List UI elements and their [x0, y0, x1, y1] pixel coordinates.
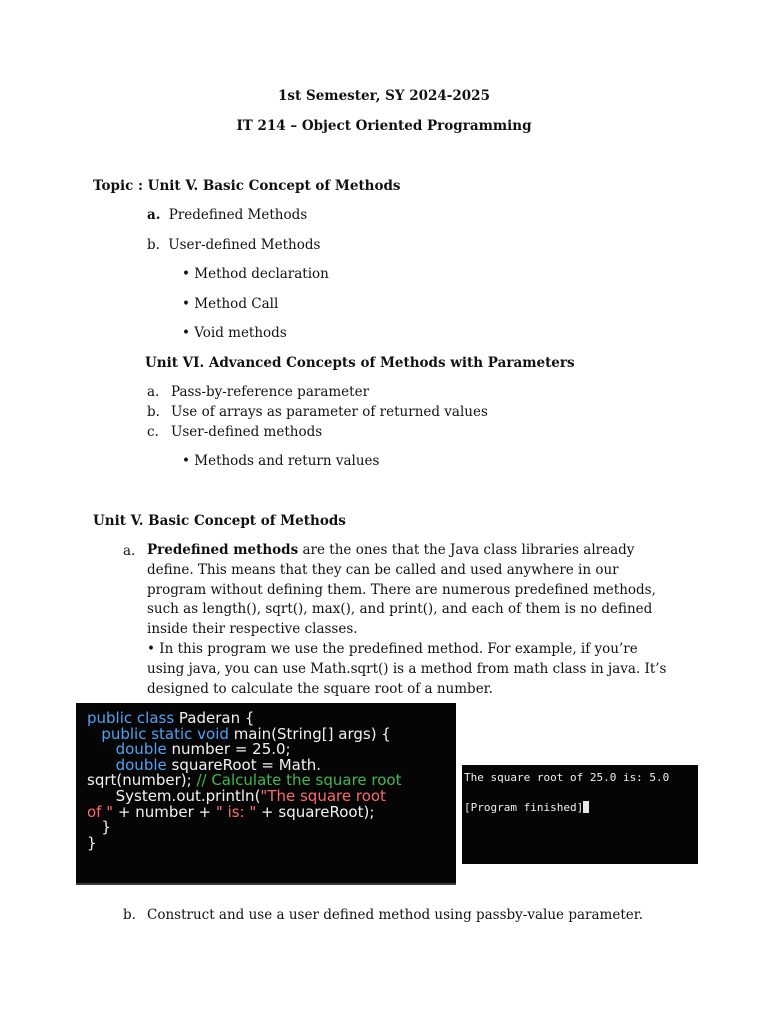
- code-text: number = 25.0;: [166, 740, 291, 759]
- output-text: [Program finished]: [464, 801, 584, 814]
- code-line: [87, 820, 456, 836]
- section-title: Unit V. Basic Concept of Methods: [93, 513, 346, 529]
- list-marker: a.: [147, 207, 161, 223]
- code-text: + number +: [113, 802, 216, 821]
- topic-item-a: [147, 206, 307, 224]
- unit6-item-b: [147, 403, 488, 421]
- code-comment: // Calculate the square root: [196, 771, 402, 790]
- semester-heading: 1st Semester, SY 2024-2025: [278, 88, 490, 104]
- code-text: + squareRoot);: [256, 802, 375, 821]
- code-string: of ": [87, 802, 114, 821]
- code-text: Paderan {: [174, 709, 255, 727]
- output-line: [464, 800, 698, 815]
- code-line: [87, 802, 456, 821]
- list-marker: b.: [147, 237, 160, 253]
- code-keyword: public static void: [101, 724, 229, 743]
- bullet-item: • Methods and return values: [182, 453, 380, 469]
- list-marker: a.: [147, 384, 160, 400]
- code-image: [76, 703, 456, 885]
- bullet-item: • Method Call: [182, 296, 279, 312]
- output-image: [462, 765, 698, 864]
- bold-term: Predefined methods: [147, 542, 299, 558]
- course-heading: IT 214 – Object Oriented Programming: [236, 118, 532, 134]
- bullet-item: • Method declaration: [182, 266, 329, 282]
- paragraph-text: are the ones that the Java class libraries already define. This means that they can be called and used anywhere in our program without defining them. There are numerous predefined methods, such as length(), sqrt(), max(), and print(), and each of them is no defined inside their respective classes.: [147, 542, 656, 638]
- list-marker: a.: [123, 543, 136, 559]
- list-marker: b.: [147, 404, 160, 420]
- example-paragraph: • In this program we use the predefined method. For example, if you’re using java, you can use Math.sqrt() is a method from math class in java. It’s designed to calculate the square root of a number.: [147, 641, 667, 697]
- list-item-text: Pass-by-reference parameter: [171, 384, 370, 400]
- unit6-item-a: [147, 383, 369, 401]
- list-item-text: Use of arrays as parameter of returned values: [171, 404, 488, 420]
- code-text: sqrt(number);: [87, 771, 197, 790]
- cursor-icon: [583, 801, 589, 813]
- unit6-title: Unit VI. Advanced Concepts of Methods with Parameters: [145, 355, 575, 371]
- code-text: }: [101, 818, 111, 837]
- unit6-item-c: [147, 423, 322, 441]
- output-line: The square root of 25.0 is: 5.0: [464, 771, 670, 784]
- bullet-item: • Void methods: [182, 325, 287, 341]
- list-item-text: User-defined Methods: [168, 237, 321, 253]
- code-keyword: double: [115, 740, 167, 759]
- code-string: " is: ": [215, 802, 257, 821]
- topic-item-b: [147, 236, 320, 254]
- code-text: }: [87, 833, 97, 852]
- code-keyword: public class: [87, 709, 175, 727]
- code-line: [87, 833, 456, 852]
- code-text: squareRoot = Math.: [166, 755, 321, 774]
- topic-label: Topic : Unit V. Basic Concept of Methods: [93, 178, 401, 194]
- predefined-paragraph: [147, 541, 677, 640]
- list-marker: c.: [147, 424, 159, 440]
- code-keyword: double: [115, 755, 167, 774]
- list-item-text: User-defined methods: [171, 424, 323, 440]
- code-string: "The square root: [260, 786, 386, 805]
- list-item-text: Predefined Methods: [168, 207, 308, 223]
- list-marker: b.: [123, 907, 136, 923]
- item-b-text: Construct and use a user defined method using passby-value parameter.: [147, 907, 643, 923]
- code-text: System.out.println(: [115, 786, 261, 805]
- code-text: main(String[] args) {: [228, 724, 391, 743]
